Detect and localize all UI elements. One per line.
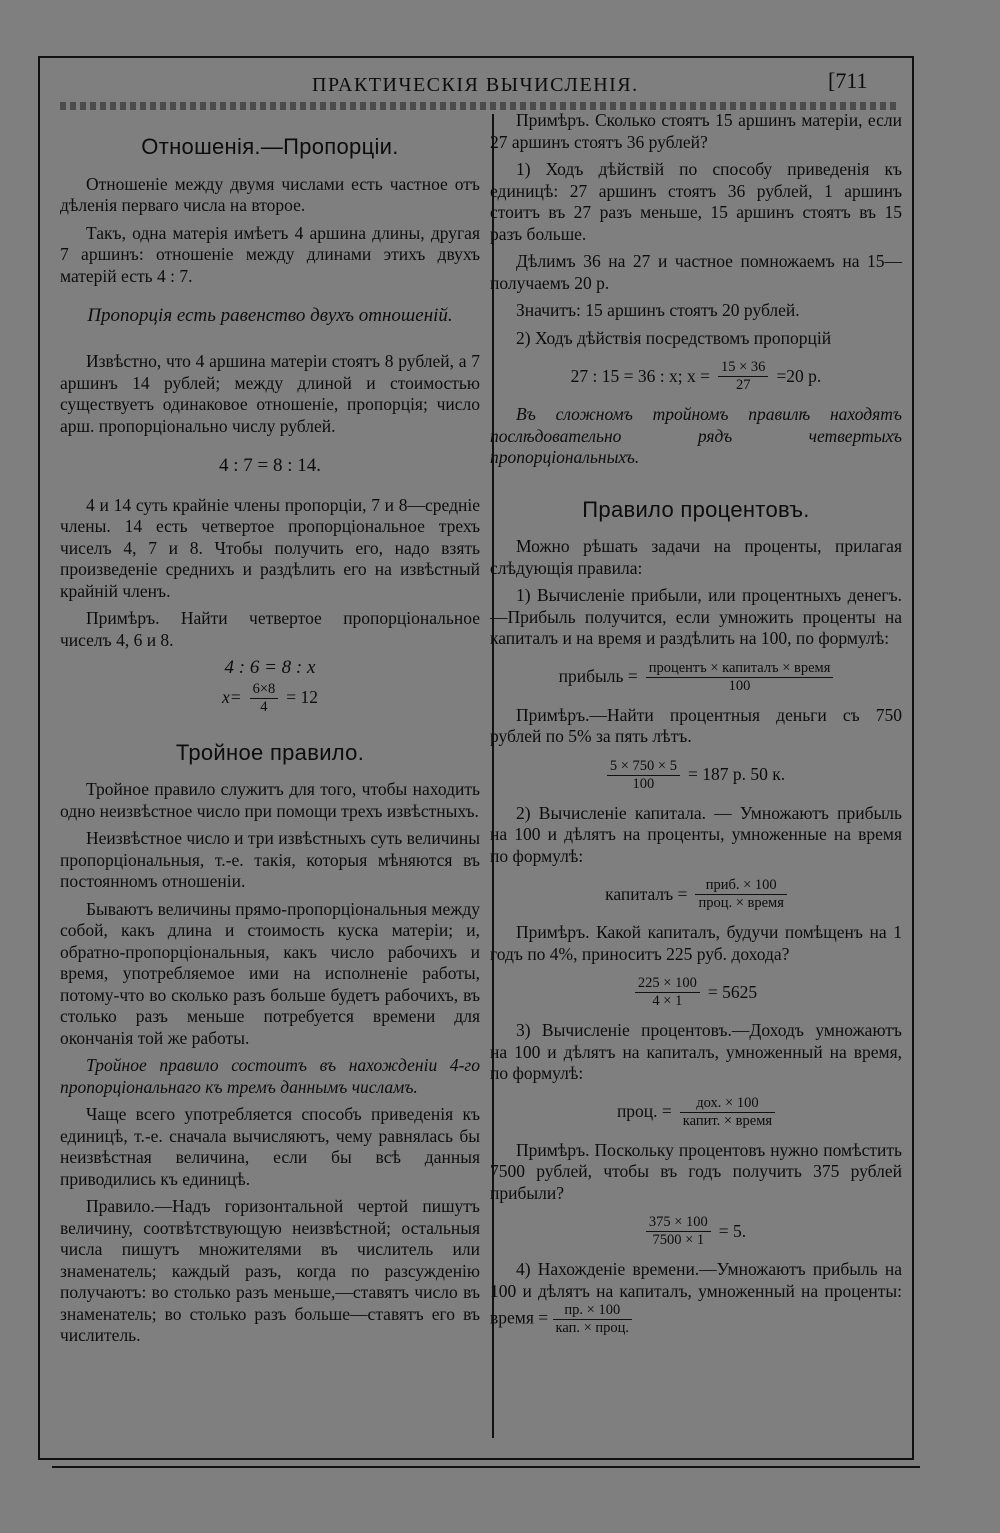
eq-rhs: =20 р. — [776, 365, 822, 386]
numerator: приб. × 100 — [695, 877, 786, 895]
fraction — [607, 758, 680, 793]
book-page — [38, 56, 914, 1460]
numerator: 15 × 36 — [718, 359, 768, 377]
running-header — [40, 66, 912, 98]
paragraph: Примѣръ. Сколько стоятъ 15 аршинъ матеріи, если 27 аршинъ стоятъ 36 рублей? — [490, 110, 902, 152]
paragraph: 2) Вычисленіе капитала. — Умножаютъ прибыль на 100 и дѣлятъ на проценты, умноженные на время по формулѣ: — [490, 802, 902, 866]
denominator: 100 — [728, 677, 751, 694]
fraction — [250, 681, 279, 716]
eq-rhs: = 12 — [286, 687, 318, 708]
denominator: 4 × 1 — [652, 993, 683, 1009]
fraction — [646, 660, 834, 695]
paragraph: Тройное правило служитъ для того, чтобы находить одно неизвѣстное число при помощи трехъ извѣстныхъ. — [60, 779, 480, 821]
right-column — [490, 110, 902, 1337]
paragraph: 3) Вычисленіе процентовъ.—Доходъ умножаютъ на 100 и дѣлятъ на капиталъ, умноженный на время, по формулѣ: — [490, 1020, 902, 1083]
fraction-equation — [60, 681, 480, 716]
paragraph: 2) Ходъ дѣйствія посредствомъ пропорцій — [516, 327, 832, 348]
denominator: проц. × время — [698, 895, 784, 911]
paragraph: Такъ, одна матерія имѣетъ 4 аршина длины, другая 7 аршинъ: отношеніе между длинами этихъ двухъ матерій есть 4 : 7. — [60, 222, 480, 286]
formula-capital — [490, 877, 902, 912]
denominator: 27 — [735, 377, 751, 393]
paragraph: Отношеніе между двумя числами есть частное отъ дѣленія перваго числа на второе. — [60, 173, 480, 215]
fraction — [680, 1095, 775, 1130]
denominator: капит. × время — [682, 1112, 773, 1129]
paragraph: Дѣлимъ 36 на 27 и частное помножаемъ на 15—получаемъ 20 р. — [490, 251, 902, 293]
denominator: 4 — [260, 698, 268, 715]
formula-profit — [490, 660, 902, 695]
paragraph: 4) Нахожденіе времени.—Умножаютъ прибыль на 100 и дѣлятъ на капиталъ, умноженный на проценты: время = — [490, 1259, 902, 1328]
eq-rhs: = 187 р. 50 к. — [687, 764, 786, 785]
eq-rhs: = 5. — [718, 1220, 747, 1241]
fraction — [635, 975, 700, 1010]
paragraph-emphasis: Тройное правило состоитъ въ нахожденіи 4-го пропорціональнаго къ тремъ даннымъ числамъ. — [60, 1055, 480, 1097]
paragraph: Примѣръ. Найти четвертое пропорціональное чиселъ 4, 6 и 8. — [60, 608, 480, 650]
paragraph: 1) Ходъ дѣйствій по способу приведенія къ единицѣ: 27 аршинъ стоятъ 36 рублей, 1 аршинъ стоитъ въ 27 разъ меньше, 15 аршинъ стоятъ въ 15 разъ больше. — [490, 159, 902, 244]
denominator: 7500 × 1 — [652, 1232, 705, 1248]
numerator: дох. × 100 — [680, 1095, 775, 1113]
example-calc — [490, 1214, 902, 1249]
header-title: ПРАКТИЧЕСКІЯ ВЫЧИСЛЕНІЯ. — [312, 74, 639, 96]
fraction — [718, 359, 768, 394]
numerator: пр. × 100 — [553, 1302, 633, 1320]
paragraph: Примѣръ. Поскольку процентовъ нужно помѣстить 7500 рублей, чтобы въ годъ получить 375 рублей прибыли? — [490, 1139, 902, 1203]
eq-lhs: x= — [221, 687, 242, 708]
numerator: 6×8 — [250, 681, 279, 699]
paragraph: 4 и 14 суть крайніе члены пропорціи, 7 и 8—средніе члены. 14 есть четвертое пропорціональное трехъ чиселъ 4, 7 и 8. Чтобы получить его, надо взять произведеніе среднихъ и раздѣлить его на извѣстный крайній членъ. — [60, 494, 480, 601]
example-calc — [490, 975, 902, 1010]
paragraph: Примѣръ.—Найти процентныя деньги съ 750 рублей по 5% за пять лѣтъ. — [490, 704, 902, 746]
eq-lhs: 27 : 15 = 36 : x; x = — [570, 365, 710, 386]
formula-percent — [490, 1095, 902, 1130]
paragraph: Примѣръ. Какой капиталъ, будучи помѣщенъ на 1 годъ по 4%, приноситъ 225 руб. дохода? — [490, 922, 902, 964]
section-heading-rule-of-three: Тройное правило. — [175, 739, 365, 765]
numerator: 225 × 100 — [635, 975, 700, 993]
equation: 4 : 7 = 8 : 14. — [218, 455, 322, 476]
paragraph: Неизвѣстное число и три извѣстныхъ суть величины пропорціональныя, т.-е. такія, которыя мѣняются въ постоянномъ отношеніи. — [60, 828, 480, 891]
page-number: [711 — [828, 68, 868, 93]
section-heading-ratios: Отношенія.—Пропорціи. — [141, 134, 399, 159]
fraction — [695, 877, 786, 912]
fraction — [553, 1302, 633, 1337]
example-calc — [490, 758, 902, 793]
denominator: кап. × проц. — [555, 1320, 630, 1336]
paragraph-emphasis: Въ сложномъ тройномъ правилѣ находятъ послѣдовательно рядъ четвертыхъ пропорціональныхъ. — [490, 404, 902, 467]
fraction — [646, 1214, 711, 1249]
denominator: 100 — [632, 775, 655, 792]
paragraph: Чаще всего употребляется способъ приведенія къ единицѣ, т.-е. сначала вычисляютъ, чему равнялась бы неизвѣстная величина, если бы всѣ данныя приводились къ единицѣ. — [60, 1104, 480, 1189]
paragraph: Извѣстно, что 4 аршина матеріи стоятъ 8 рублей, а 7 аршинъ 14 рублей; между длиной и стоимостью существуетъ одинаковое отношеніе, пропорція; число арш. пропорціонально числу рублей. — [60, 351, 480, 436]
fraction-equation — [490, 359, 902, 394]
eq-lhs: капиталъ = — [605, 883, 688, 904]
paragraph: Можно рѣшать задачи на проценты, прилагая слѣдующія правила: — [490, 536, 902, 578]
paragraph: Правило.—Надъ горизонтальной чертой пишутъ величину, соотвѣтствующую неизвѣстной; остальныя числа пишутъ множителями въ числитель или знаменатель; каждый разъ, когда по разсужденію получаютъ: во столько разъ меньше,—ставятъ число въ знаменатель; во столько разъ больше—ставятъ его въ числитель. — [60, 1196, 480, 1345]
formula-time-paragraph — [490, 1259, 902, 1337]
paragraph: 1) Вычисленіе прибыли, или процентныхъ денегъ.—Прибыль получится, если умножить проценты на капиталъ и на время и раздѣлить на 100, по формулѣ: — [490, 585, 902, 648]
left-column — [60, 122, 480, 1353]
paragraph: Значитъ: 15 аршинъ стоятъ 20 рублей. — [516, 300, 800, 320]
definition-proportion: Пропорція есть равенство двухъ отношеній. — [87, 305, 453, 326]
numerator: процентъ × капиталъ × время — [646, 660, 834, 678]
numerator: 5 × 750 × 5 — [607, 758, 680, 776]
eq-rhs: = 5625 — [707, 981, 758, 1002]
numerator: 375 × 100 — [646, 1214, 711, 1232]
eq-lhs: прибыль = — [558, 666, 638, 687]
section-heading-percentages: Правило процентовъ. — [582, 496, 810, 522]
paragraph: Бываютъ величины прямо-пропорціональныя между собой, какъ длина и стоимость куска матеріи; и, обратно-пропорціональныя, какъ число рабочихъ и время, употребляемое ими на исполненіе работы, потому-что во сколько разъ больше будетъ рабочихъ, въ столько разъ меньше потребуется времени для окончанія той же работы. — [60, 898, 480, 1048]
header-ornament-rule — [60, 102, 898, 110]
equation: 4 : 6 = 8 : x — [224, 657, 316, 678]
eq-lhs: проц. = — [616, 1101, 672, 1122]
